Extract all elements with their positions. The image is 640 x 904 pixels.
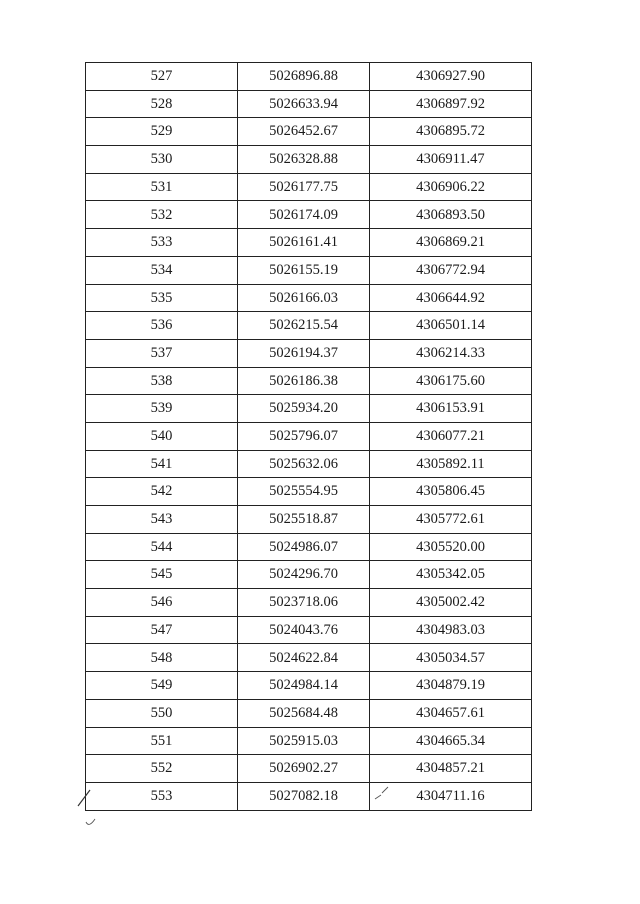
y-coordinate-cell: 4305520.00 — [370, 533, 532, 561]
pen-mark-left-lower — [84, 816, 98, 830]
x-coordinate-cell: 5025934.20 — [238, 395, 370, 423]
table-row — [86, 422, 532, 450]
y-coordinate-cell: 4306897.92 — [370, 90, 532, 118]
x-coordinate-cell: 5026328.88 — [238, 146, 370, 174]
table-row — [86, 118, 532, 146]
table-row — [86, 727, 532, 755]
table-row — [86, 256, 532, 284]
point-number-cell: 538 — [86, 367, 238, 395]
y-coordinate-cell: 4304857.21 — [370, 755, 532, 783]
table-row — [86, 478, 532, 506]
x-coordinate-cell: 5026186.38 — [238, 367, 370, 395]
point-number-cell: 547 — [86, 616, 238, 644]
point-number-cell: 533 — [86, 229, 238, 257]
point-number-cell: 540 — [86, 422, 238, 450]
x-coordinate-cell: 5025915.03 — [238, 727, 370, 755]
y-coordinate-cell: 4305806.45 — [370, 478, 532, 506]
point-number-cell: 553 — [86, 782, 238, 810]
y-coordinate-cell: 4304665.34 — [370, 727, 532, 755]
point-number-cell: 551 — [86, 727, 238, 755]
table-row — [86, 229, 532, 257]
point-number-cell: 529 — [86, 118, 238, 146]
y-coordinate-cell: 4306077.21 — [370, 422, 532, 450]
x-coordinate-cell: 5026633.94 — [238, 90, 370, 118]
point-number-cell: 541 — [86, 450, 238, 478]
table-row — [86, 395, 532, 423]
x-coordinate-cell: 5026452.67 — [238, 118, 370, 146]
point-number-cell: 539 — [86, 395, 238, 423]
table-row — [86, 561, 532, 589]
coordinates-table — [85, 62, 532, 811]
y-coordinate-cell: 4306911.47 — [370, 146, 532, 174]
point-number-cell: 528 — [86, 90, 238, 118]
x-coordinate-cell: 5025684.48 — [238, 699, 370, 727]
x-coordinate-cell: 5026161.41 — [238, 229, 370, 257]
x-coordinate-cell: 5024043.76 — [238, 616, 370, 644]
pen-mark-left-upper — [76, 786, 96, 808]
y-coordinate-cell: 4306927.90 — [370, 63, 532, 91]
y-coordinate-cell: 4305772.61 — [370, 506, 532, 534]
coordinates-table-body — [86, 63, 532, 811]
x-coordinate-cell: 5026194.37 — [238, 339, 370, 367]
point-number-cell: 552 — [86, 755, 238, 783]
point-number-cell: 542 — [86, 478, 238, 506]
point-number-cell: 545 — [86, 561, 238, 589]
table-row — [86, 63, 532, 91]
y-coordinate-cell: 4306895.72 — [370, 118, 532, 146]
y-coordinate-cell: 4304711.16 — [370, 782, 532, 810]
y-coordinate-cell: 4305034.57 — [370, 644, 532, 672]
x-coordinate-cell: 5027082.18 — [238, 782, 370, 810]
x-coordinate-cell: 5026896.88 — [238, 63, 370, 91]
table-row — [86, 201, 532, 229]
table-row — [86, 699, 532, 727]
table-row — [86, 755, 532, 783]
y-coordinate-cell: 4306772.94 — [370, 256, 532, 284]
x-coordinate-cell: 5025518.87 — [238, 506, 370, 534]
x-coordinate-cell: 5024622.84 — [238, 644, 370, 672]
table-row — [86, 312, 532, 340]
table-row — [86, 506, 532, 534]
y-coordinate-cell: 4306153.91 — [370, 395, 532, 423]
y-coordinate-cell: 4304983.03 — [370, 616, 532, 644]
table-row — [86, 533, 532, 561]
table-row — [86, 616, 532, 644]
x-coordinate-cell: 5026174.09 — [238, 201, 370, 229]
table-row — [86, 339, 532, 367]
point-number-cell: 531 — [86, 173, 238, 201]
point-number-cell: 544 — [86, 533, 238, 561]
pen-mark-middle — [372, 784, 392, 802]
y-coordinate-cell: 4306175.60 — [370, 367, 532, 395]
point-number-cell: 548 — [86, 644, 238, 672]
point-number-cell: 550 — [86, 699, 238, 727]
table-row — [86, 450, 532, 478]
x-coordinate-cell: 5025632.06 — [238, 450, 370, 478]
point-number-cell: 532 — [86, 201, 238, 229]
x-coordinate-cell: 5023718.06 — [238, 589, 370, 617]
y-coordinate-cell: 4304879.19 — [370, 672, 532, 700]
point-number-cell: 546 — [86, 589, 238, 617]
y-coordinate-cell: 4304657.61 — [370, 699, 532, 727]
y-coordinate-cell: 4306869.21 — [370, 229, 532, 257]
point-number-cell: 549 — [86, 672, 238, 700]
y-coordinate-cell: 4306214.33 — [370, 339, 532, 367]
y-coordinate-cell: 4306893.50 — [370, 201, 532, 229]
x-coordinate-cell: 5024984.14 — [238, 672, 370, 700]
point-number-cell: 536 — [86, 312, 238, 340]
table-row — [86, 672, 532, 700]
table-row — [86, 284, 532, 312]
x-coordinate-cell: 5025554.95 — [238, 478, 370, 506]
x-coordinate-cell: 5025796.07 — [238, 422, 370, 450]
x-coordinate-cell: 5024986.07 — [238, 533, 370, 561]
point-number-cell: 530 — [86, 146, 238, 174]
y-coordinate-cell: 4306906.22 — [370, 173, 532, 201]
point-number-cell: 535 — [86, 284, 238, 312]
point-number-cell: 527 — [86, 63, 238, 91]
y-coordinate-cell: 4305342.05 — [370, 561, 532, 589]
table-row — [86, 782, 532, 810]
x-coordinate-cell: 5026902.27 — [238, 755, 370, 783]
x-coordinate-cell: 5026177.75 — [238, 173, 370, 201]
y-coordinate-cell: 4305002.42 — [370, 589, 532, 617]
x-coordinate-cell: 5024296.70 — [238, 561, 370, 589]
table-row — [86, 146, 532, 174]
point-number-cell: 537 — [86, 339, 238, 367]
table-row — [86, 90, 532, 118]
x-coordinate-cell: 5026215.54 — [238, 312, 370, 340]
table-row — [86, 173, 532, 201]
point-number-cell: 534 — [86, 256, 238, 284]
table-row — [86, 644, 532, 672]
y-coordinate-cell: 4306501.14 — [370, 312, 532, 340]
x-coordinate-cell: 5026155.19 — [238, 256, 370, 284]
point-number-cell: 543 — [86, 506, 238, 534]
y-coordinate-cell: 4305892.11 — [370, 450, 532, 478]
table-row — [86, 367, 532, 395]
table-row — [86, 589, 532, 617]
x-coordinate-cell: 5026166.03 — [238, 284, 370, 312]
y-coordinate-cell: 4306644.92 — [370, 284, 532, 312]
